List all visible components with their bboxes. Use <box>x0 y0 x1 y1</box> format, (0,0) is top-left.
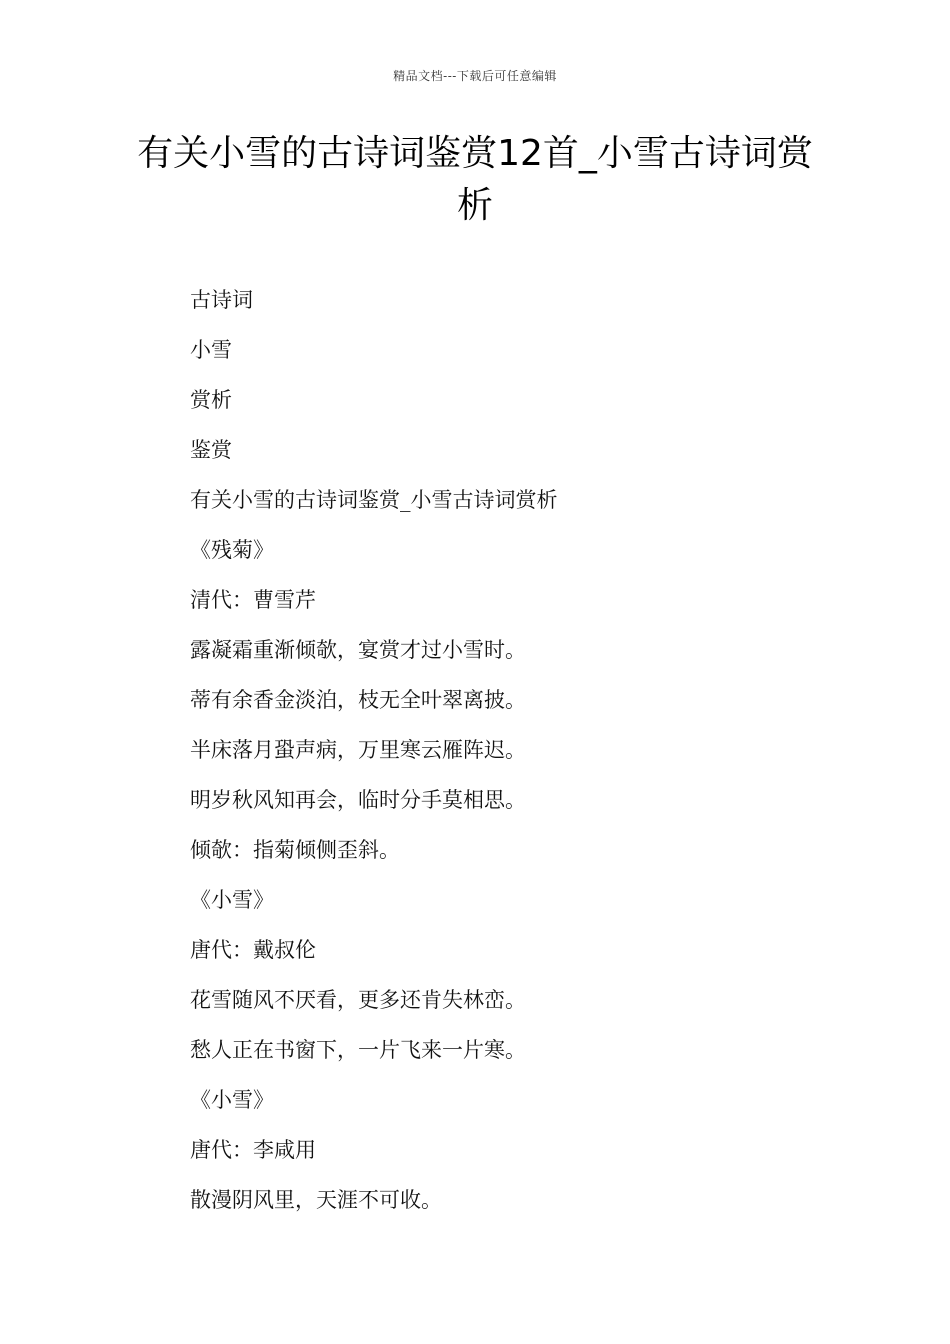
keyword-line: 鉴赏 <box>190 438 232 462</box>
poem-verse: 露凝霜重渐倾欹，宴赏才过小雪时。 <box>190 638 526 662</box>
poem-title: 《残菊》 <box>190 538 274 562</box>
poem-verse: 半床落月蛩声病，万里寒云雁阵迟。 <box>190 738 526 762</box>
header-note: 精品文档---下载后可任意编辑 <box>393 69 557 83</box>
poem-verse: 愁人正在书窗下，一片飞来一片寒。 <box>190 1038 526 1062</box>
poem-verse: 花雪随风不厌看，更多还肯失林峦。 <box>190 988 526 1012</box>
document-body <box>190 282 830 1232</box>
poem-verse: 蒂有余香金淡泊，枝无全叶翠离披。 <box>190 688 526 712</box>
document-title: 有关小雪的古诗词鉴赏12首_小雪古诗词赏析 <box>137 133 813 226</box>
keyword-line: 古诗词 <box>190 288 253 312</box>
poem-title: 《小雪》 <box>190 888 274 912</box>
poem-author: 清代：曹雪芹 <box>190 588 316 612</box>
subtitle-line: 有关小雪的古诗词鉴赏_小雪古诗词赏析 <box>190 488 558 512</box>
poem-verse: 明岁秋风知再会，临时分手莫相思。 <box>190 788 526 812</box>
poem-note: 倾欹：指菊倾侧歪斜。 <box>190 838 400 862</box>
keyword-line: 小雪 <box>190 338 232 362</box>
keyword-line: 赏析 <box>190 388 232 412</box>
poem-author: 唐代：戴叔伦 <box>190 938 316 962</box>
poem-verse: 散漫阴风里，天涯不可收。 <box>190 1188 442 1212</box>
poem-author: 唐代：李咸用 <box>190 1138 316 1162</box>
poem-title: 《小雪》 <box>190 1088 274 1112</box>
